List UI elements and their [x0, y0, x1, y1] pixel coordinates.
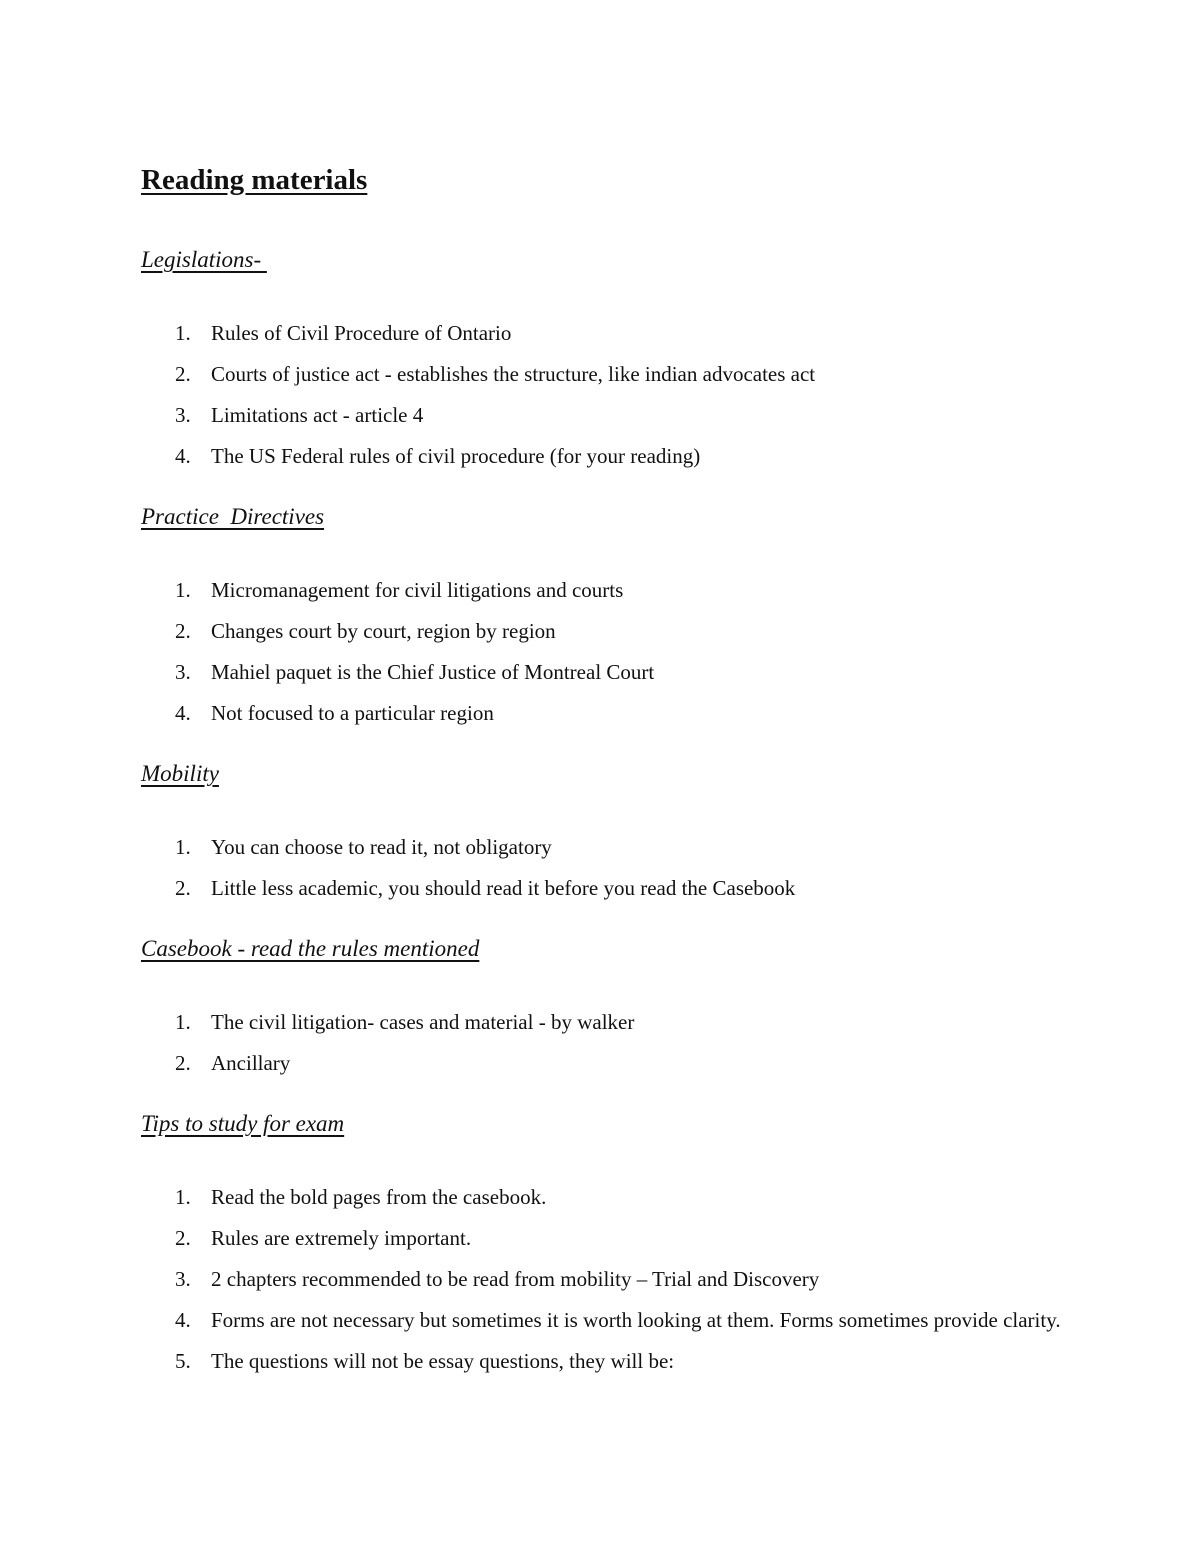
- section-heading: Legislations-: [141, 247, 267, 272]
- list-item-text: Read the bold pages from the casebook.: [211, 1185, 547, 1209]
- list-item-number: 5.: [175, 1349, 191, 1373]
- list-item-number: 2.: [175, 619, 191, 643]
- list-item-number: 3.: [175, 1267, 191, 1291]
- list-item: [141, 313, 1061, 354]
- list-item-number: 3.: [175, 660, 191, 684]
- section-tips: [141, 1109, 1061, 1382]
- list-item-number: 4.: [175, 701, 191, 725]
- list-item-text: You can choose to read it, not obligatory: [211, 835, 552, 859]
- list-item-text: Little less academic, you should read it before you read the Casebook: [211, 876, 796, 900]
- section-casebook: [141, 934, 1061, 1084]
- list-item-text: Forms are not necessary but sometimes it is worth looking at them. Forms sometimes provide clarity.: [211, 1308, 1061, 1332]
- list-item-text: The US Federal rules of civil procedure (for your reading): [211, 444, 701, 468]
- list-item-number: 1.: [175, 321, 191, 345]
- list-item: [141, 1177, 1061, 1218]
- list-item: [141, 652, 1061, 693]
- list-item-number: 1.: [175, 1185, 191, 1209]
- list-item-text: The questions will not be essay questions, they will be:: [211, 1349, 675, 1373]
- list-item-text: Not focused to a particular region: [211, 701, 494, 725]
- document-title: Reading materials: [141, 164, 368, 196]
- list-item-number: 2.: [175, 876, 191, 900]
- list-item: [141, 611, 1061, 652]
- list-item-text: Micromanagement for civil litigations and courts: [211, 578, 624, 602]
- list-item-number: 2.: [175, 1051, 191, 1075]
- list-item: [141, 1341, 1061, 1382]
- list-item: [141, 868, 1061, 909]
- list-item-text: Changes court by court, region by region: [211, 619, 556, 643]
- list-item-text: Courts of justice act - establishes the structure, like indian advocates act: [211, 362, 816, 386]
- list-item: [141, 827, 1061, 868]
- list-item-text: Ancillary: [211, 1051, 291, 1075]
- list-item-text: 2 chapters recommended to be read from mobility – Trial and Discovery: [211, 1267, 820, 1291]
- list-item-text: Limitations act - article 4: [211, 403, 424, 427]
- section-heading: Casebook - read the rules mentioned: [141, 936, 480, 961]
- list-item: [141, 1043, 1061, 1084]
- list-item-number: 2.: [175, 362, 191, 386]
- numbered-list: [141, 827, 1061, 909]
- section-legislations: [141, 245, 1061, 477]
- section-practice-directives: [141, 502, 1061, 734]
- numbered-list: [141, 313, 1061, 477]
- list-item: [141, 354, 1061, 395]
- numbered-list: [141, 570, 1061, 734]
- list-item-text: The civil litigation- cases and material - by walker: [211, 1010, 635, 1034]
- list-item: [141, 436, 1061, 477]
- list-item: [141, 1300, 1061, 1341]
- list-item-number: 1.: [175, 578, 191, 602]
- list-item-text: Rules of Civil Procedure of Ontario: [211, 321, 512, 345]
- list-item-text: Rules are extremely important.: [211, 1226, 472, 1250]
- list-item: [141, 1259, 1061, 1300]
- section-heading: Mobility: [141, 761, 219, 786]
- list-item-number: 1.: [175, 1010, 191, 1034]
- section-mobility: [141, 759, 1061, 909]
- list-item: [141, 693, 1061, 734]
- list-item-text: Mahiel paquet is the Chief Justice of Montreal Court: [211, 660, 655, 684]
- section-heading: Tips to study for exam: [141, 1111, 345, 1136]
- section-heading: Practice Directives: [141, 504, 325, 529]
- list-item-number: 4.: [175, 444, 191, 468]
- list-item-number: 2.: [175, 1226, 191, 1250]
- list-item-number: 4.: [175, 1308, 191, 1332]
- list-item: [141, 1218, 1061, 1259]
- list-item: [141, 395, 1061, 436]
- list-item-number: 3.: [175, 403, 191, 427]
- numbered-list: [141, 1177, 1061, 1382]
- list-item: [141, 1002, 1061, 1043]
- list-item: [141, 570, 1061, 611]
- numbered-list: [141, 1002, 1061, 1084]
- list-item-number: 1.: [175, 835, 191, 859]
